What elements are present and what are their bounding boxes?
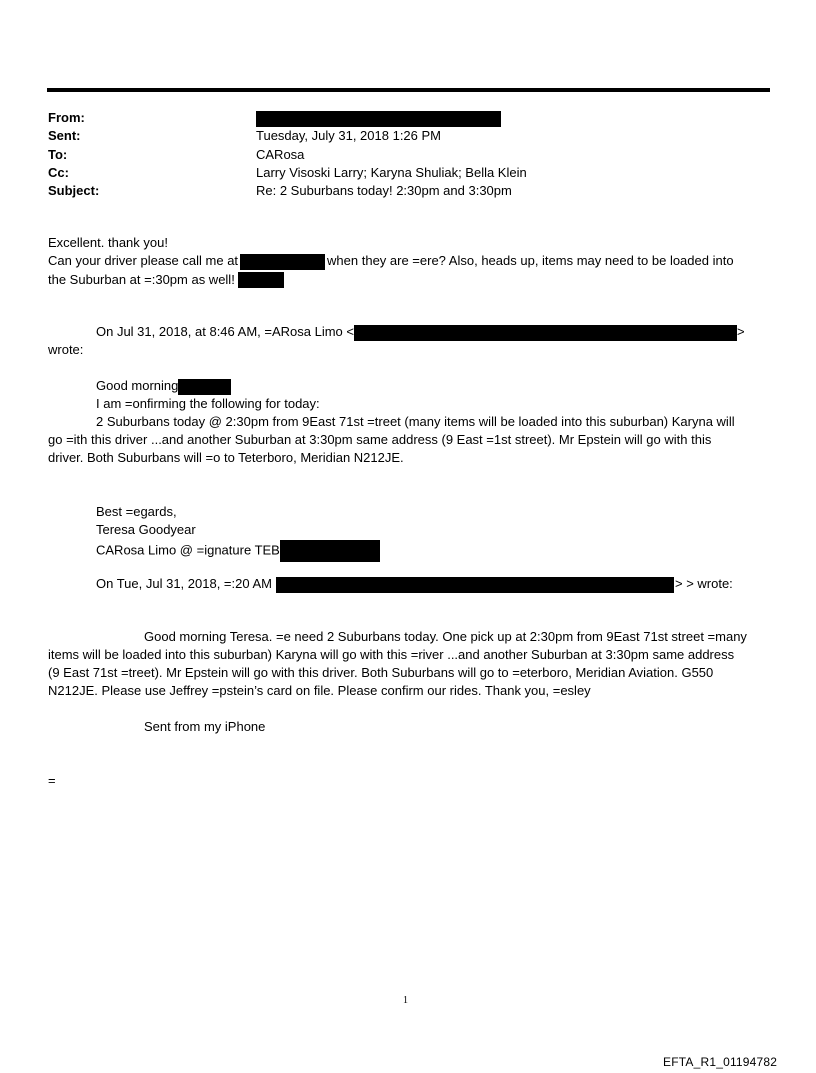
cc-row (48, 164, 768, 182)
reply-line: the Suburban at =:30pm as well! (48, 271, 734, 289)
reply-line: Can your driver please call me at when they are =ere? Also, heads up, items may need to be loaded into (48, 253, 734, 269)
signature-line: Best =egards, (96, 504, 177, 519)
email-header (48, 109, 768, 200)
header-rule (47, 88, 770, 92)
subject-row (48, 182, 768, 200)
redaction-email-2 (276, 577, 674, 593)
quote1-signature (96, 503, 380, 562)
sent-value: Tuesday, July 31, 2018 1:26 PM (256, 128, 441, 144)
reply-line: Excellent. thank you! (48, 235, 168, 250)
redaction-phone-2 (280, 540, 380, 562)
quote2-intro: On Tue, Jul 31, 2018, =:20 AM > > wrote: (96, 576, 733, 591)
quote1-intro: On Jul 31, 2018, at 8:46 AM, =ARosa Limo < > (96, 324, 745, 339)
subject-value: Re: 2 Suburbans today! 2:30pm and 3:30pm (256, 183, 512, 199)
cc-label: Cc: (48, 164, 69, 180)
quote1-wrote: wrote: (48, 342, 84, 357)
redaction-from (256, 111, 501, 127)
quote2-line: Good morning Teresa. =e need 2 Suburbans today. One pick up at 2:30pm from 9East 71st street =many (144, 629, 747, 644)
quote2-line: N212JE. Please use Jeffrey =pstein’s card on file. Please confirm our rides. Thank you, =esley (48, 683, 591, 698)
quote2-line: (9 East 71st =treet). Mr Epstein will go with this driver. Both Suburbans will go to =eterboro, Meridian Aviation. G550 (48, 665, 714, 680)
reply-body (48, 234, 734, 289)
quote1-line: I am =onfirming the following for today: (96, 396, 320, 411)
redaction-phone (240, 254, 325, 270)
sent-from-line: Sent from my iPhone (144, 719, 266, 734)
cc-value: Larry Visoski Larry; Karyna Shuliak; Bella Klein (256, 164, 527, 180)
subject-label: Subject: (48, 183, 100, 199)
sent-row (48, 127, 768, 145)
from-row (48, 109, 768, 127)
redaction-name (178, 379, 231, 395)
quote1-line: 2 Suburbans today @ 2:30pm from 9East 71st =treet (many items will be loaded into this suburban) Karyna will (96, 414, 735, 429)
from-label: From: (48, 110, 85, 125)
quote1-greeting: Good morning (96, 377, 231, 395)
signature-line: Teresa Goodyear (96, 522, 196, 538)
signature-line: CARosa Limo @ =ignature TEB (96, 540, 380, 562)
quote1-line: driver. Both Suburbans will =o to Teterboro, Meridian N212JE. (48, 450, 404, 465)
trailing-equals: = (48, 773, 56, 788)
to-label: To: (48, 146, 68, 162)
to-value: CARosa (256, 146, 305, 162)
page-number: 1 (403, 995, 408, 1006)
quote2-line: items will be loaded into this suburban) Karyna will go with this =river ...and another Suburban at 3:30pm same address (48, 647, 735, 662)
redaction-inline (238, 272, 284, 288)
sent-label: Sent: (48, 128, 81, 144)
redaction-email (354, 325, 737, 341)
quote1-line: go =ith this driver ...and another Suburban at 3:30pm same address (9 East =1st street). Mr Epstein will go with this (48, 432, 712, 447)
to-row (48, 146, 768, 164)
document-id: EFTA_R1_01194782 (663, 1055, 778, 1069)
